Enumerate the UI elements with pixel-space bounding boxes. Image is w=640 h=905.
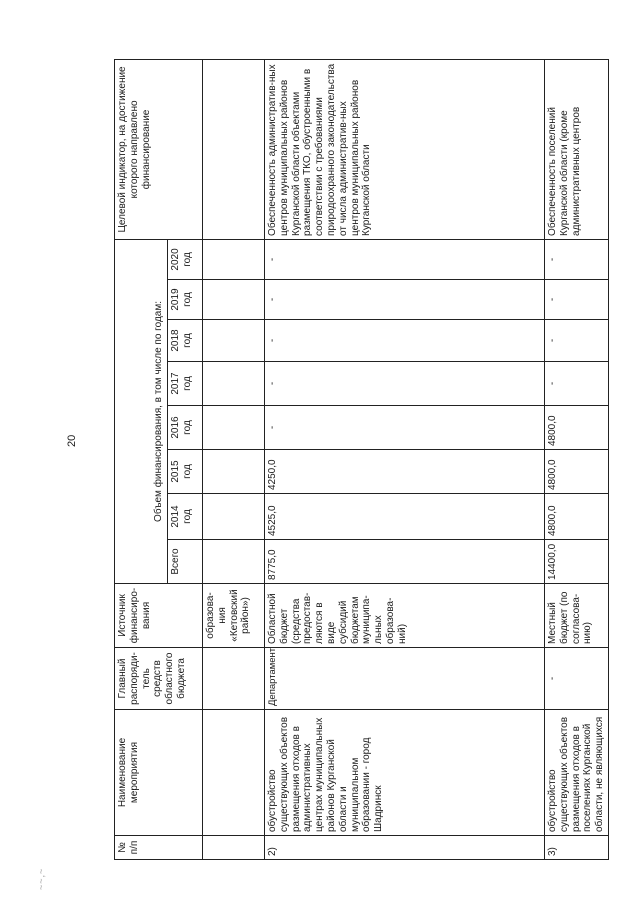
cell-source: Областной бюджет (средства предостав-ляются в виде субсидий бюджетам муниципа-льных образова-ний) — [265, 584, 545, 648]
cell-2017: - — [265, 362, 545, 406]
cell-manager: Департамент — [265, 648, 545, 710]
cell-num — [203, 836, 265, 860]
cell-2015 — [203, 450, 265, 494]
cell-total: 14400,0 — [545, 540, 609, 584]
header-manager: Главный распоряди-тель средств областного бюджета — [115, 648, 203, 710]
cell-manager: - — [545, 648, 609, 710]
cell-num: 2) — [265, 836, 545, 860]
cell-manager — [203, 648, 265, 710]
cell-2017 — [203, 362, 265, 406]
cell-2019: - — [265, 280, 545, 320]
header-source: Источник финансиро-вания — [115, 584, 203, 648]
header-2016: 2016 год — [168, 406, 203, 450]
table-row — [203, 59, 265, 859]
rotated-table-container — [114, 60, 624, 860]
header-target: Целевой индикатор, на достижение которого направлено финансирование — [115, 59, 203, 239]
header-2019: 2019 год — [168, 280, 203, 320]
cell-2018: - — [265, 320, 545, 362]
cell-2018 — [203, 320, 265, 362]
header-2015: 2015 год — [168, 450, 203, 494]
cell-2018: - — [545, 320, 609, 362]
cell-name: обустройство существующих объектов размещения отходов в административных центрах муниципальных районов Курганской области и муниципальном образовании - город Шадринск — [265, 710, 545, 836]
header-total: Всего — [168, 540, 203, 584]
cell-2014: 4800,0 — [545, 494, 609, 540]
cell-total: 8775,0 — [265, 540, 545, 584]
cell-2020 — [203, 239, 265, 279]
cell-2014: 4525,0 — [265, 494, 545, 540]
cell-target — [203, 59, 265, 239]
cell-2020: - — [265, 239, 545, 279]
cell-2020: - — [545, 239, 609, 279]
table-row — [265, 59, 545, 859]
cell-num: 3) — [545, 836, 609, 860]
cell-2014 — [203, 494, 265, 540]
cell-target: Обеспеченность поселений Курганской области (кроме административных центров — [545, 59, 609, 239]
scan-smudge: ~~,~ — [36, 867, 46, 890]
financing-table — [114, 59, 609, 860]
header-name: Наименование мероприятия — [115, 710, 203, 836]
table-row — [545, 59, 609, 859]
cell-source: Местный бюджет (по согласова-нию) — [545, 584, 609, 648]
header-2018: 2018 год — [168, 320, 203, 362]
header-num: № п/п — [115, 836, 203, 860]
cell-2015: 4800,0 — [545, 450, 609, 494]
cell-2015: 4250,0 — [265, 450, 545, 494]
header-2020: 2020 год — [168, 239, 203, 279]
cell-total — [203, 540, 265, 584]
cell-2016: - — [265, 406, 545, 450]
cell-2019: - — [545, 280, 609, 320]
cell-2017: - — [545, 362, 609, 406]
cell-name: обустройство существующих объектов размещения отходов в поселениях Курганской области, не являющихся — [545, 710, 609, 836]
cell-2016 — [203, 406, 265, 450]
page-number: 20 — [66, 434, 78, 447]
header-2017: 2017 год — [168, 362, 203, 406]
cell-name — [203, 710, 265, 836]
cell-2019 — [203, 280, 265, 320]
header-volume: Объем финансирования, в том числе по годам: — [115, 239, 168, 583]
cell-target: Обеспеченность административ-ных центров муниципальных районов Курганской области объектами размещения ТКО, обустроенными в соответствии с требованиями природоохранного законодательства от числа административ-ных центров муниципальных районов Курганской области — [265, 59, 545, 239]
header-2014: 2014 год — [168, 494, 203, 540]
cell-source: образова-ния «Кетовский район») — [203, 584, 265, 648]
cell-2016: 4800,0 — [545, 406, 609, 450]
header-row-1 — [115, 59, 168, 859]
